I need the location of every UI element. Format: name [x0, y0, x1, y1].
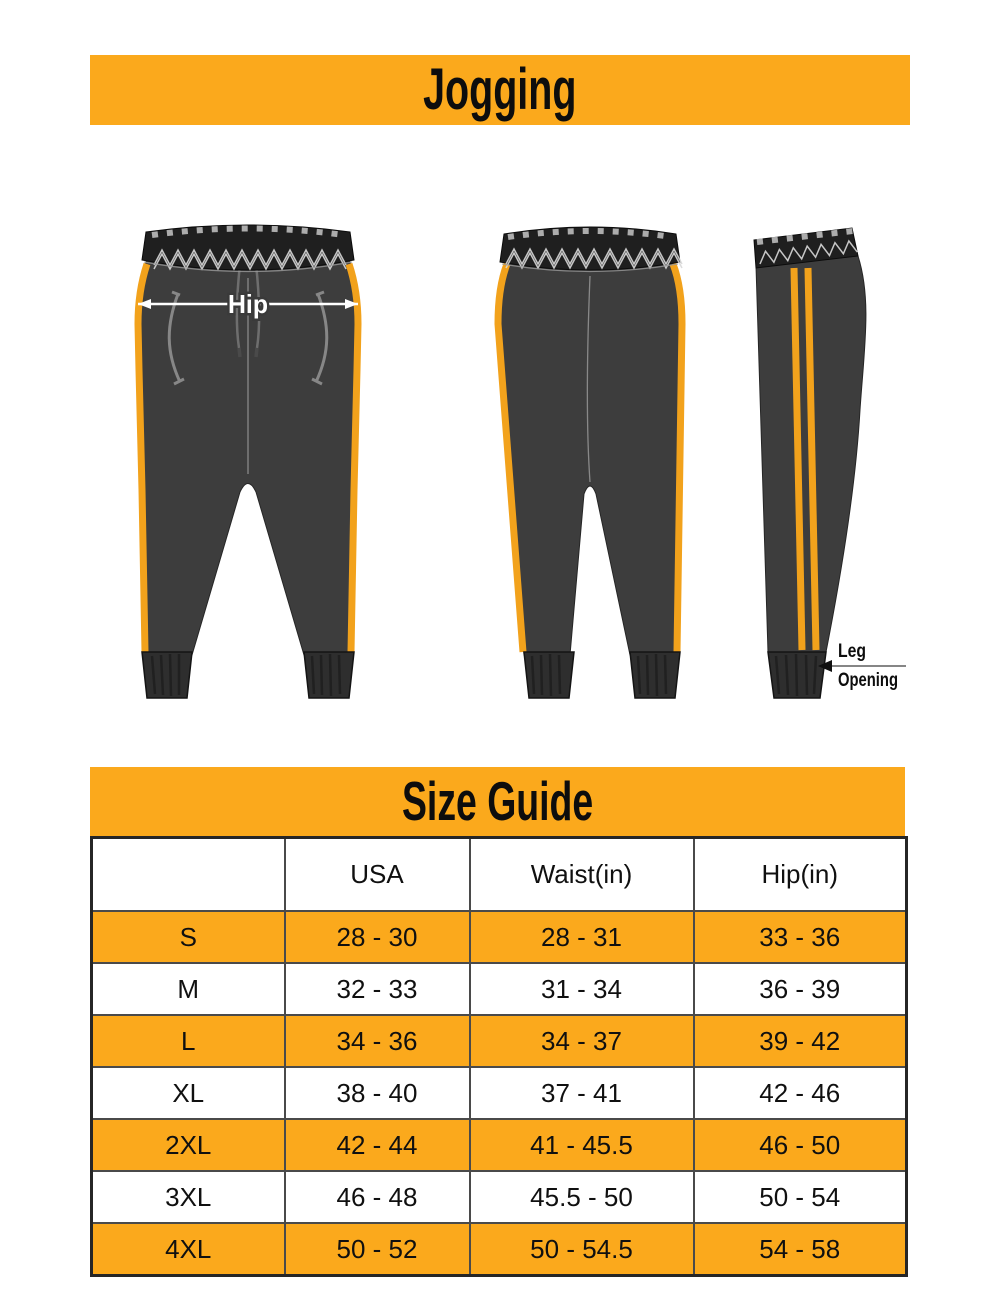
size-guide-title: Size Guide — [401, 770, 594, 832]
page-title: Jogging — [423, 57, 577, 122]
table-row — [92, 1119, 907, 1171]
column-header-size — [92, 838, 285, 912]
pants-side-view — [740, 220, 910, 710]
hip-range-cell: 50 - 54 — [694, 1171, 907, 1223]
waist-range-cell: 50 - 54.5 — [470, 1223, 694, 1276]
size-cell: 2XL — [92, 1119, 285, 1171]
pants-back-body — [497, 254, 683, 655]
usa-range-cell: 42 - 44 — [285, 1119, 470, 1171]
column-header-usa: USA — [285, 838, 470, 912]
hip-range-cell: 42 - 46 — [694, 1067, 907, 1119]
jogging-banner — [90, 55, 910, 125]
size-cell: XL — [92, 1067, 285, 1119]
pants-front-view — [128, 220, 368, 710]
front-cuff-left — [142, 652, 192, 698]
hip-range-cell: 54 - 58 — [694, 1223, 907, 1276]
size-cell: 3XL — [92, 1171, 285, 1223]
table-row — [92, 1223, 907, 1276]
usa-range-cell: 32 - 33 — [285, 963, 470, 1015]
table-row — [92, 963, 907, 1015]
size-guide-banner — [90, 767, 905, 836]
usa-range-cell: 46 - 48 — [285, 1171, 470, 1223]
waist-range-cell: 28 - 31 — [470, 911, 694, 963]
size-table-body — [92, 911, 907, 1276]
table-row — [92, 1171, 907, 1223]
hip-range-cell: 46 - 50 — [694, 1119, 907, 1171]
size-cell: M — [92, 963, 285, 1015]
size-cell: 4XL — [92, 1223, 285, 1276]
hip-label: Hip — [228, 289, 268, 319]
usa-range-cell: 28 - 30 — [285, 911, 470, 963]
size-cell: L — [92, 1015, 285, 1067]
header-row — [92, 838, 907, 912]
usa-range-cell: 50 - 52 — [285, 1223, 470, 1276]
hip-range-cell: 33 - 36 — [694, 911, 907, 963]
leg-opening-label-line2: Opening — [838, 670, 898, 691]
usa-range-cell: 34 - 36 — [285, 1015, 470, 1067]
table-row — [92, 1067, 907, 1119]
column-header-hip: Hip(in) — [694, 838, 907, 912]
usa-range-cell: 38 - 40 — [285, 1067, 470, 1119]
column-header-waist: Waist(in) — [470, 838, 694, 912]
leg-opening-label-line1: Leg — [838, 641, 866, 662]
size-guide-table — [90, 836, 908, 1277]
hip-range-cell: 36 - 39 — [694, 963, 907, 1015]
table-row — [92, 1015, 907, 1067]
waist-range-cell: 45.5 - 50 — [470, 1171, 694, 1223]
waist-range-cell: 34 - 37 — [470, 1015, 694, 1067]
size-cell: S — [92, 911, 285, 963]
hip-range-cell: 39 - 42 — [694, 1015, 907, 1067]
waist-range-cell: 37 - 41 — [470, 1067, 694, 1119]
waist-range-cell: 41 - 45.5 — [470, 1119, 694, 1171]
table-row — [92, 911, 907, 963]
pants-back-view — [490, 220, 690, 710]
waist-range-cell: 31 - 34 — [470, 963, 694, 1015]
